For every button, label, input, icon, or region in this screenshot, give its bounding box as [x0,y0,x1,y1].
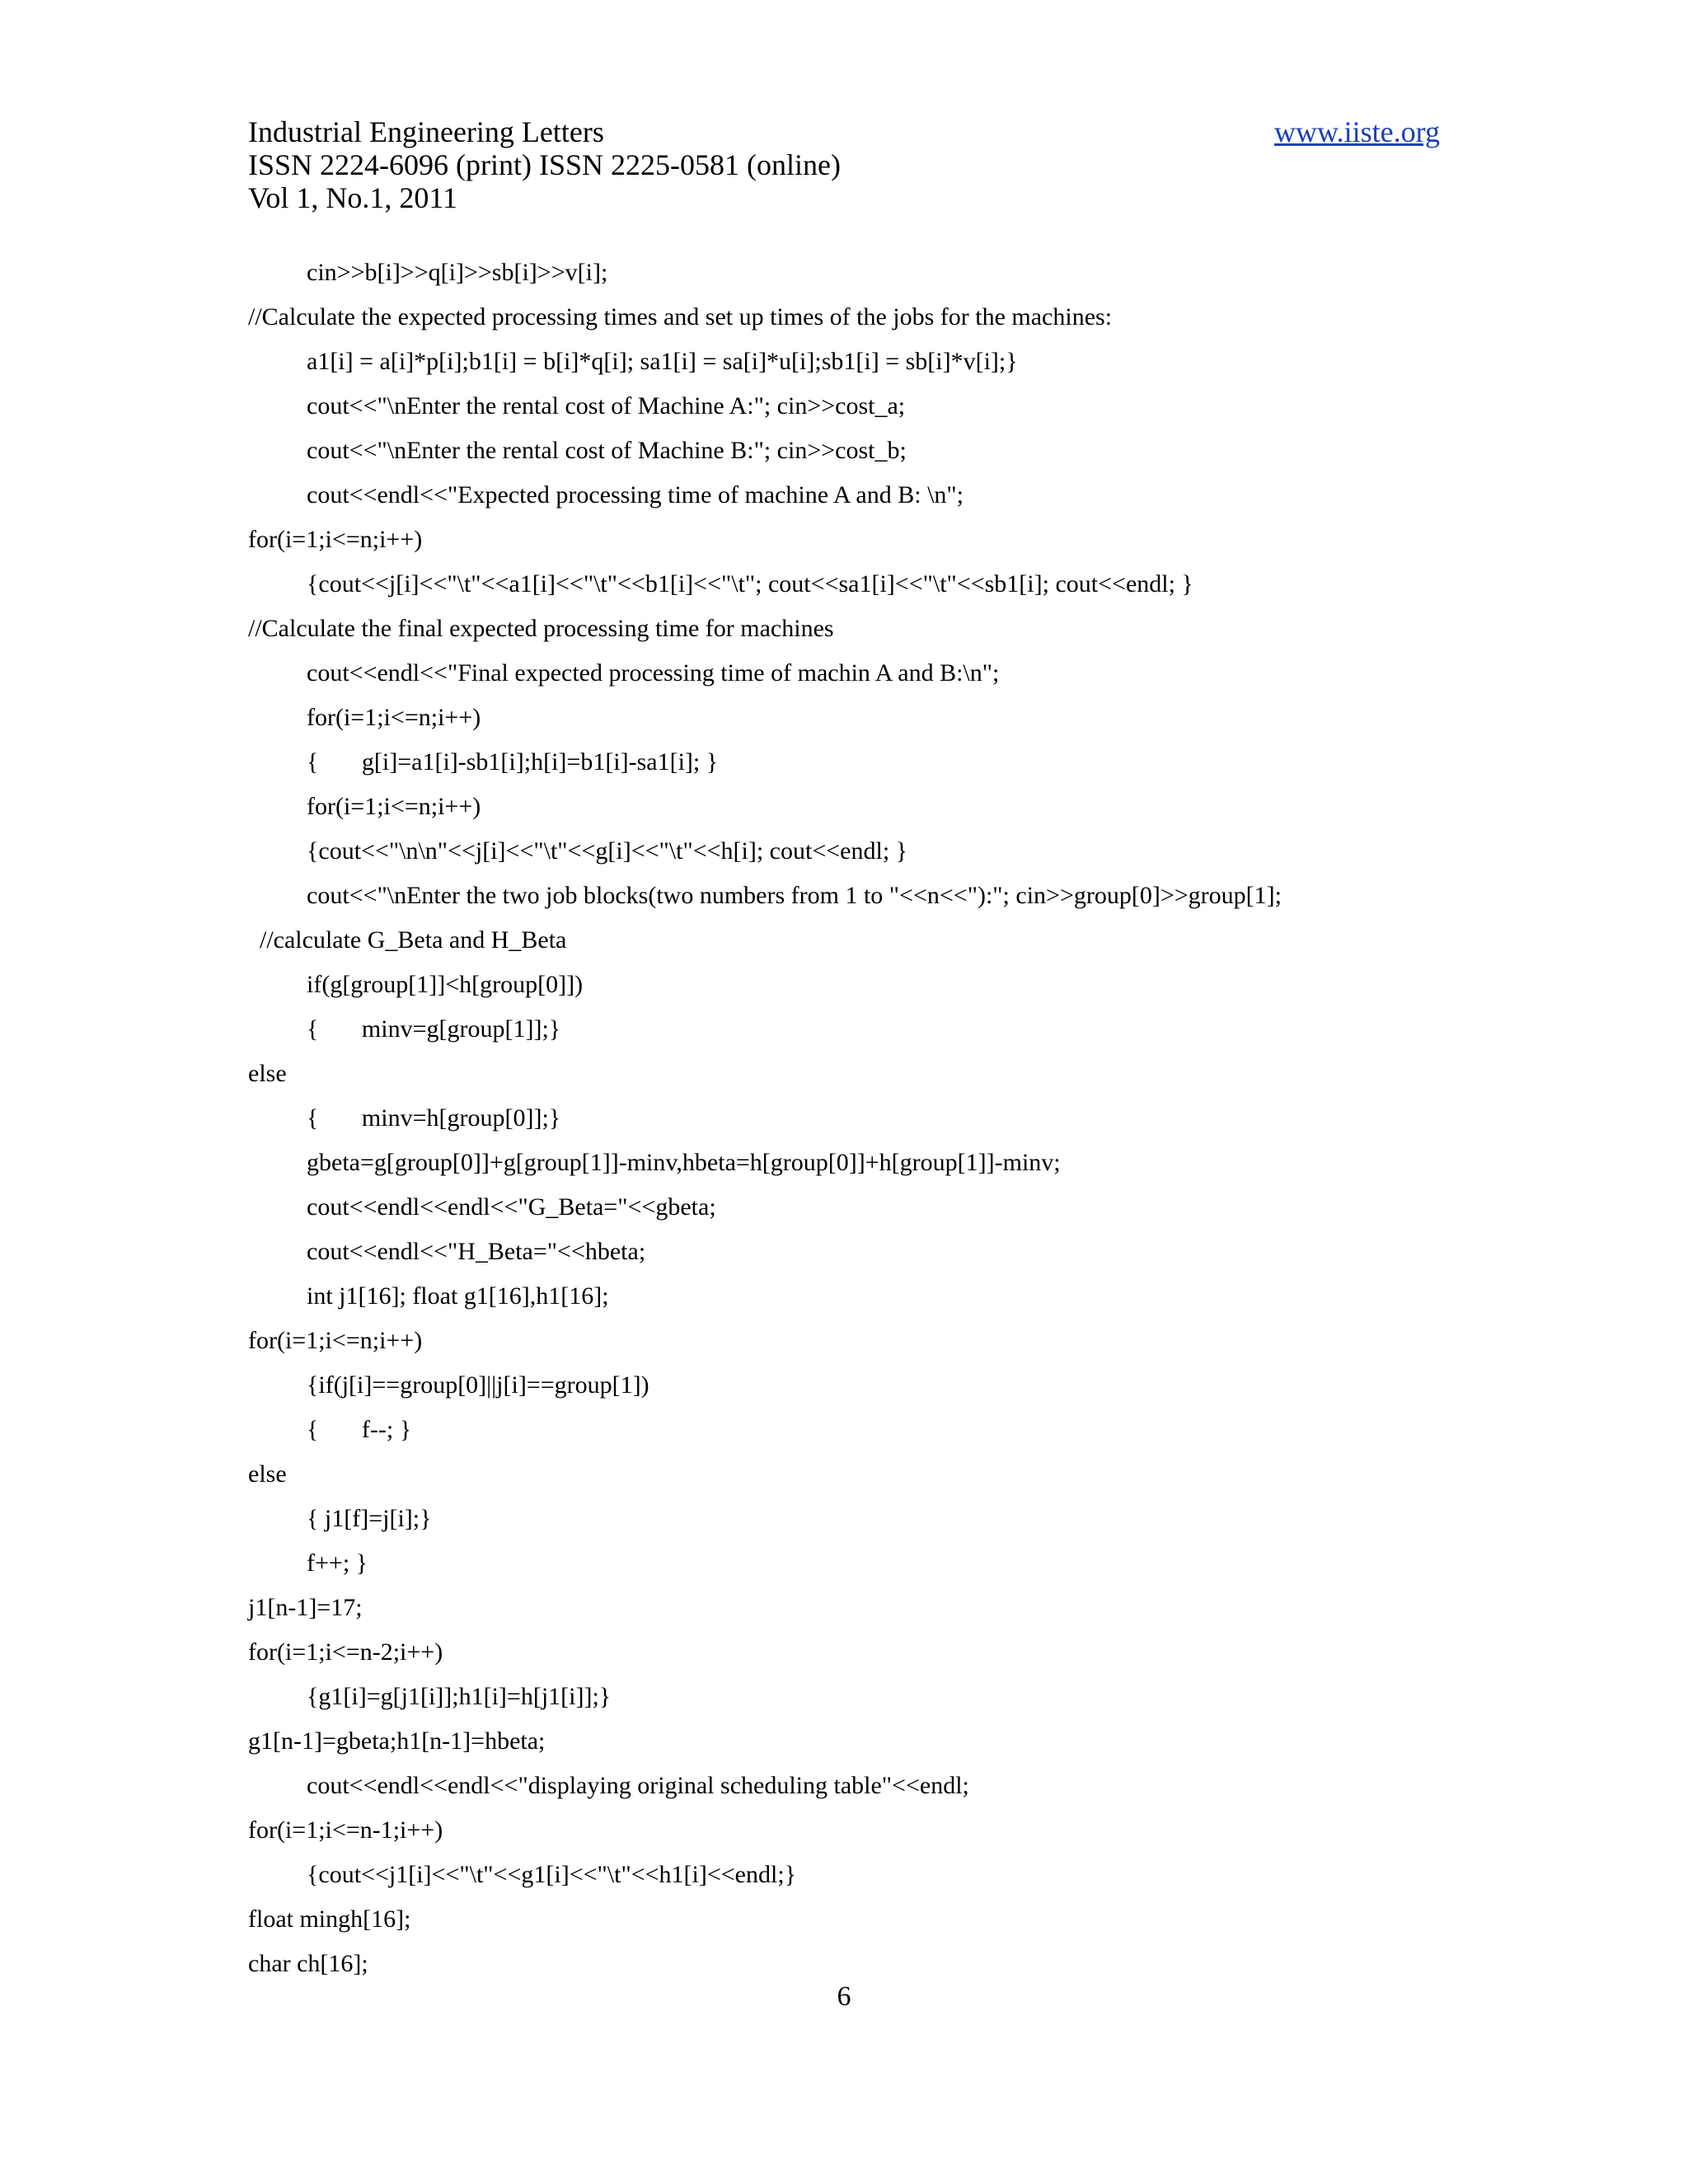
code-line: { minv=g[group[1]];} [307,1015,561,1043]
code-line: for(i=1;i<=n;i++) [248,526,423,553]
issn-line: ISSN 2224-6096 (print) ISSN 2225-0581 (online) [248,148,841,181]
code-line: for(i=1;i<=n-2;i++) [248,1638,443,1666]
code-line: a1[i] = a[i]*p[i];b1[i] = b[i]*q[i]; sa1[i] = sa[i]*u[i];sb1[i] = sb[i]*v[i];} [307,348,1018,375]
code-line: {cout<<"\n\n"<<j[i]<<"\t"<<g[i]<<"\t"<<h[i]; cout<<endl; } [307,837,908,865]
journal-website-link[interactable]: www.iiste.org [1274,115,1440,148]
code-line: for(i=1;i<=n-1;i++) [248,1816,443,1844]
code-line: { g[i]=a1[i]-sb1[i];h[i]=b1[i]-sa1[i]; } [307,748,719,776]
code-line: //Calculate the expected processing times and set up times of the jobs for the machines: [248,303,1113,330]
code-line: cin>>b[i]>>q[i]>>sb[i]>>v[i]; [307,259,608,286]
code-line: g1[n-1]=gbeta;h1[n-1]=hbeta; [248,1727,546,1755]
code-line: //Calculate the final expected processing time for machines [248,615,834,642]
code-line: cout<<endl<<endl<<"displaying original scheduling table"<<endl; [307,1772,969,1799]
code-line: cout<<endl<<endl<<"G_Beta="<<gbeta; [307,1193,716,1221]
code-line: else [248,1460,287,1488]
code-line: cout<<endl<<"H_Beta="<<hbeta; [307,1238,646,1265]
code-line: for(i=1;i<=n;i++) [307,704,481,731]
code-line: {g1[i]=g[j1[i]];h1[i]=h[j1[i]];} [307,1683,612,1710]
code-line: gbeta=g[group[0]]+g[group[1]]-minv,hbeta=h[group[0]]+h[group[1]]-minv; [307,1149,1061,1176]
code-line: {if(j[i]==group[0]||j[i]==group[1]) [307,1371,649,1399]
volume-line: Vol 1, No.1, 2011 [248,181,458,214]
code-line: cout<<endl<<"Final expected processing time of machin A and B:\n"; [307,659,1000,687]
code-line: cout<<"\nEnter the rental cost of Machine B:"; cin>>cost_b; [307,437,907,464]
code-line: for(i=1;i<=n;i++) [307,793,481,820]
code-line: { minv=h[group[0]];} [307,1104,561,1132]
journal-title: Industrial Engineering Letters [248,115,604,148]
code-line: { f--; } [307,1416,412,1443]
code-line: char ch[16]; [248,1950,368,1977]
code-line: if(g[group[1]]<h[group[0]]) [307,971,584,998]
code-line: //calculate G_Beta and H_Beta [260,926,567,954]
code-line: else [248,1060,287,1087]
page-number: 6 [837,1981,851,2012]
code-line: int j1[16]; float g1[16],h1[16]; [307,1282,609,1310]
code-line: cout<<endl<<"Expected processing time of machine A and B: \n"; [307,481,964,509]
code-line: { j1[f]=j[i];} [307,1505,432,1532]
code-line: cout<<"\nEnter the two job blocks(two numbers from 1 to "<<n<<"):"; cin>>group[0]>>group[1]; [307,882,1282,909]
code-line: {cout<<j[i]<<"\t"<<a1[i]<<"\t"<<b1[i]<<"\t"; cout<<sa1[i]<<"\t"<<sb1[i]; cout<<endl; } [307,570,1193,598]
page-header [248,115,1440,214]
code-line: for(i=1;i<=n;i++) [248,1327,423,1354]
code-line: {cout<<j1[i]<<"\t"<<g1[i]<<"\t"<<h1[i]<<endl;} [307,1861,797,1888]
code-line: float mingh[16]; [248,1905,411,1933]
code-listing [248,251,1484,1986]
code-line: cout<<"\nEnter the rental cost of Machine A:"; cin>>cost_a; [307,392,906,419]
code-line: j1[n-1]=17; [248,1594,363,1621]
code-line: f++; } [307,1549,368,1577]
